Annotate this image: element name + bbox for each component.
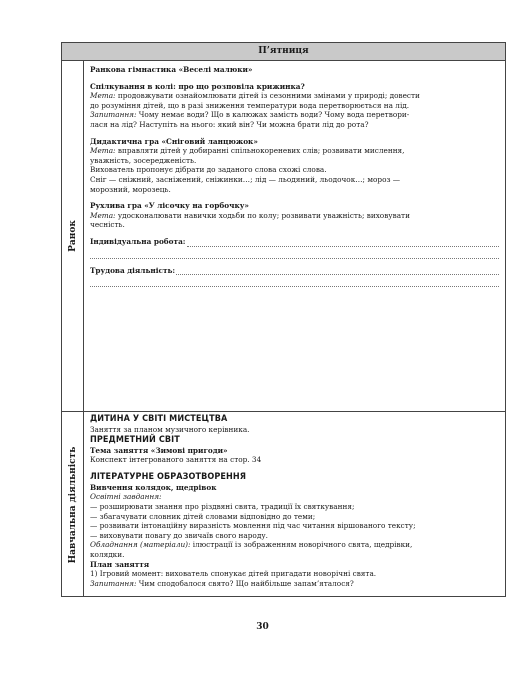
didactic-game-example-cont: морозний, морозець. <box>90 184 171 194</box>
labor-blank <box>90 277 499 287</box>
object-world-topic: Тема заняття «Зимові пригоди» <box>90 445 228 455</box>
equipment-cont: колядки. <box>90 549 125 559</box>
labor-label: Трудова діяльність: <box>90 265 176 275</box>
object-world-heading: ПРЕДМЕТНИЙ СВІТ <box>90 434 180 445</box>
art-heading: ДИТИНА У СВІТІ МИСТЕЦТВА <box>90 414 228 424</box>
active-game-goal-cont: чесність. <box>90 220 125 230</box>
plan-questions: Запитання: Чим сподобалося свято? Що найбільше запам’яталося? <box>90 578 354 588</box>
morning-label-cell <box>62 61 84 412</box>
day-header: П’ятниця <box>62 43 505 61</box>
task-item: — виховувати повагу до звичаїв свого народу. <box>90 530 268 540</box>
art-text: Заняття за планом музичного керівника. <box>90 425 250 434</box>
morning-section <box>84 61 505 412</box>
talk-title: Спілкування в колі: про що розповіла крижинка? <box>90 81 305 91</box>
didactic-game-example: Сніг — сніжний, засніжений, сніжинки…; лід — льодяний, льодочок…; мороз — <box>90 174 401 184</box>
object-world-text: Конспект інтегрованого заняття на стор. 34 <box>90 455 262 465</box>
individual-work-blank <box>90 249 499 259</box>
didactic-game-instruction: Вихователь пропонує дібрати до заданого слова схожі слова. <box>90 165 327 175</box>
activity-section <box>84 412 505 597</box>
talk-questions: Запитання: Чому немає води? Що в калюжах замість води? Чому вода перетвори- <box>90 110 410 120</box>
task-item: — збагачувати словник дітей словами відповідно до теми; <box>90 511 316 521</box>
lesson-plan-table <box>61 42 506 597</box>
labor-line <box>90 266 499 276</box>
lesson-plan-heading: План заняття <box>90 559 150 569</box>
didactic-game-goal: Мета: вправляти дітей у добиранні спільнокореневих слів; розвивати мислення, <box>90 146 405 156</box>
active-game-goal: Мета: удосконалювати навички ходьби по колу; розвивати уважність; виховувати <box>90 210 410 220</box>
task-item: — розширювати знання про різдвяні свята, традиції їх святкування; <box>90 501 355 511</box>
plan-step-1: 1) Ігровий момент: вихователь спонукає дітей пригадати новорічні свята. <box>90 569 377 579</box>
morning-label: Ранок <box>67 220 78 252</box>
individual-work-line <box>90 237 499 247</box>
talk-questions-cont: лася на лід? Наступіть на нього: який він? Чи можна брати лід до рота? <box>90 119 369 129</box>
educational-tasks-label: Освітні завдання: <box>90 492 162 502</box>
didactic-game-goal-cont: уважність, зосередженість. <box>90 155 197 165</box>
talk-goal: Мета: продовжувати ознайомлювати дітей із сезонними змінами у природі; довести <box>90 91 420 101</box>
activity-label: Навчальна діяльність <box>67 446 78 563</box>
activity-label-cell <box>62 412 84 597</box>
talk-goal-cont: до розуміння дітей, що в разі зниження температури вода перетворюється на лід. <box>90 100 410 110</box>
page-number: 30 <box>256 622 269 632</box>
literature-subtitle: Вивчення колядок, щедрівок <box>90 482 217 492</box>
didactic-game-title: Дидактична гра «Сніговий ланцюжок» <box>90 136 258 146</box>
literature-heading: ЛІТЕРАТУРНЕ ОБРАЗОТВОРЕННЯ <box>90 471 247 482</box>
equipment: Обладнання (матеріали): ілюстрації із зображенням новорічного свята, щедрівки, <box>90 540 413 550</box>
gymnastics-title: Ранкова гімнастика «Веселі малюки» <box>90 65 253 74</box>
task-item: — розвивати інтонаційну виразність мовлення під час читання віршованого тексту; <box>90 521 416 531</box>
individual-work-label: Індивідуальна робота: <box>90 236 186 246</box>
active-game-title: Рухлива гра «У лісочку на горбочку» <box>90 201 249 211</box>
